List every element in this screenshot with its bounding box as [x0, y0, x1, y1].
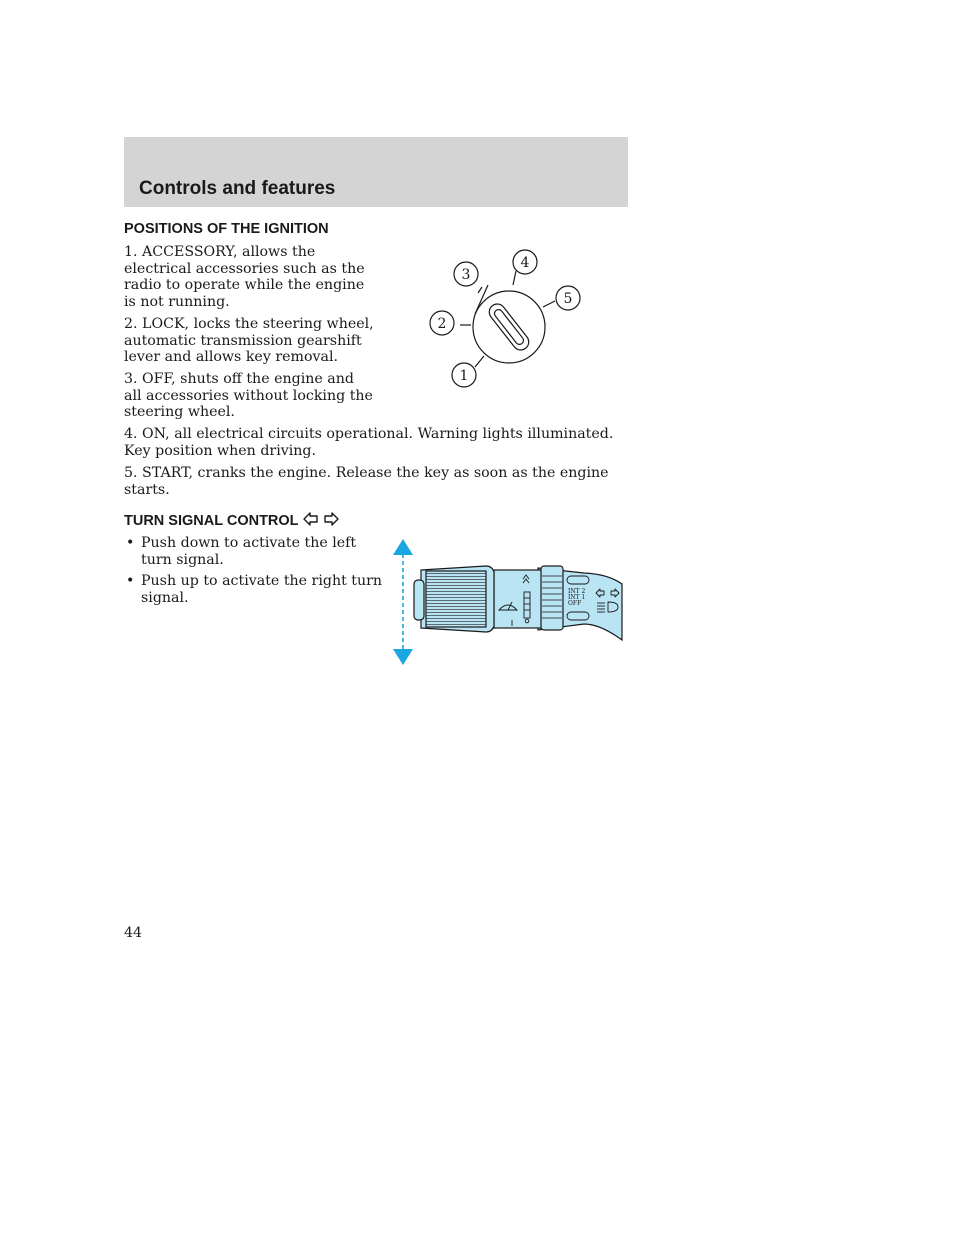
- ignition-item-4: 4. ON, all electrical circuits operational. Warning lights illuminated. Key position when driving.: [124, 426, 614, 459]
- turn-signal-arrows-icon: [302, 511, 340, 527]
- up-down-arrow-icon: [393, 539, 413, 665]
- turn-signal-heading-text: TURN SIGNAL CONTROL: [124, 513, 299, 529]
- list-item: • Push up to activate the right turn signal.: [126, 573, 383, 606]
- ignition-diagram: [420, 245, 590, 395]
- ignition-item-3: 3. OFF, shuts off the engine and all accessories without locking the steering wheel.: [124, 371, 373, 420]
- ignition-label-2: 2: [437, 316, 447, 332]
- ignition-heading: POSITIONS OF THE IGNITION: [124, 221, 329, 237]
- ignition-label-4: 4: [520, 255, 530, 271]
- ignition-label-3: 3: [461, 267, 471, 283]
- section-header-band: [124, 137, 628, 207]
- list-item: • Push down to activate the left turn signal.: [126, 535, 357, 568]
- ignition-label-1: 1: [459, 368, 469, 384]
- turn-signal-bullets: [124, 535, 384, 611]
- stalk-label-off: OFF: [568, 600, 582, 607]
- turn-signal-heading: [124, 511, 340, 529]
- stalk-label-int2: INT 2: [568, 588, 586, 595]
- stalk-label-int1: INT 1: [568, 594, 586, 601]
- ignition-item-1: 1. ACCESSORY, allows the electrical accessories such as the radio to operate while the engine is not running.: [124, 244, 365, 310]
- section-title: Controls and features: [139, 178, 336, 199]
- turn-signal-stalk-diagram: [388, 536, 628, 668]
- page-number: 44: [124, 925, 143, 941]
- ignition-item-2: 2. LOCK, locks the steering wheel, automatic transmission gearshift lever and allows key removal.: [124, 316, 374, 365]
- ignition-item-5: 5. START, cranks the engine. Release the key as soon as the engine starts.: [124, 465, 609, 498]
- ignition-label-5: 5: [563, 291, 573, 307]
